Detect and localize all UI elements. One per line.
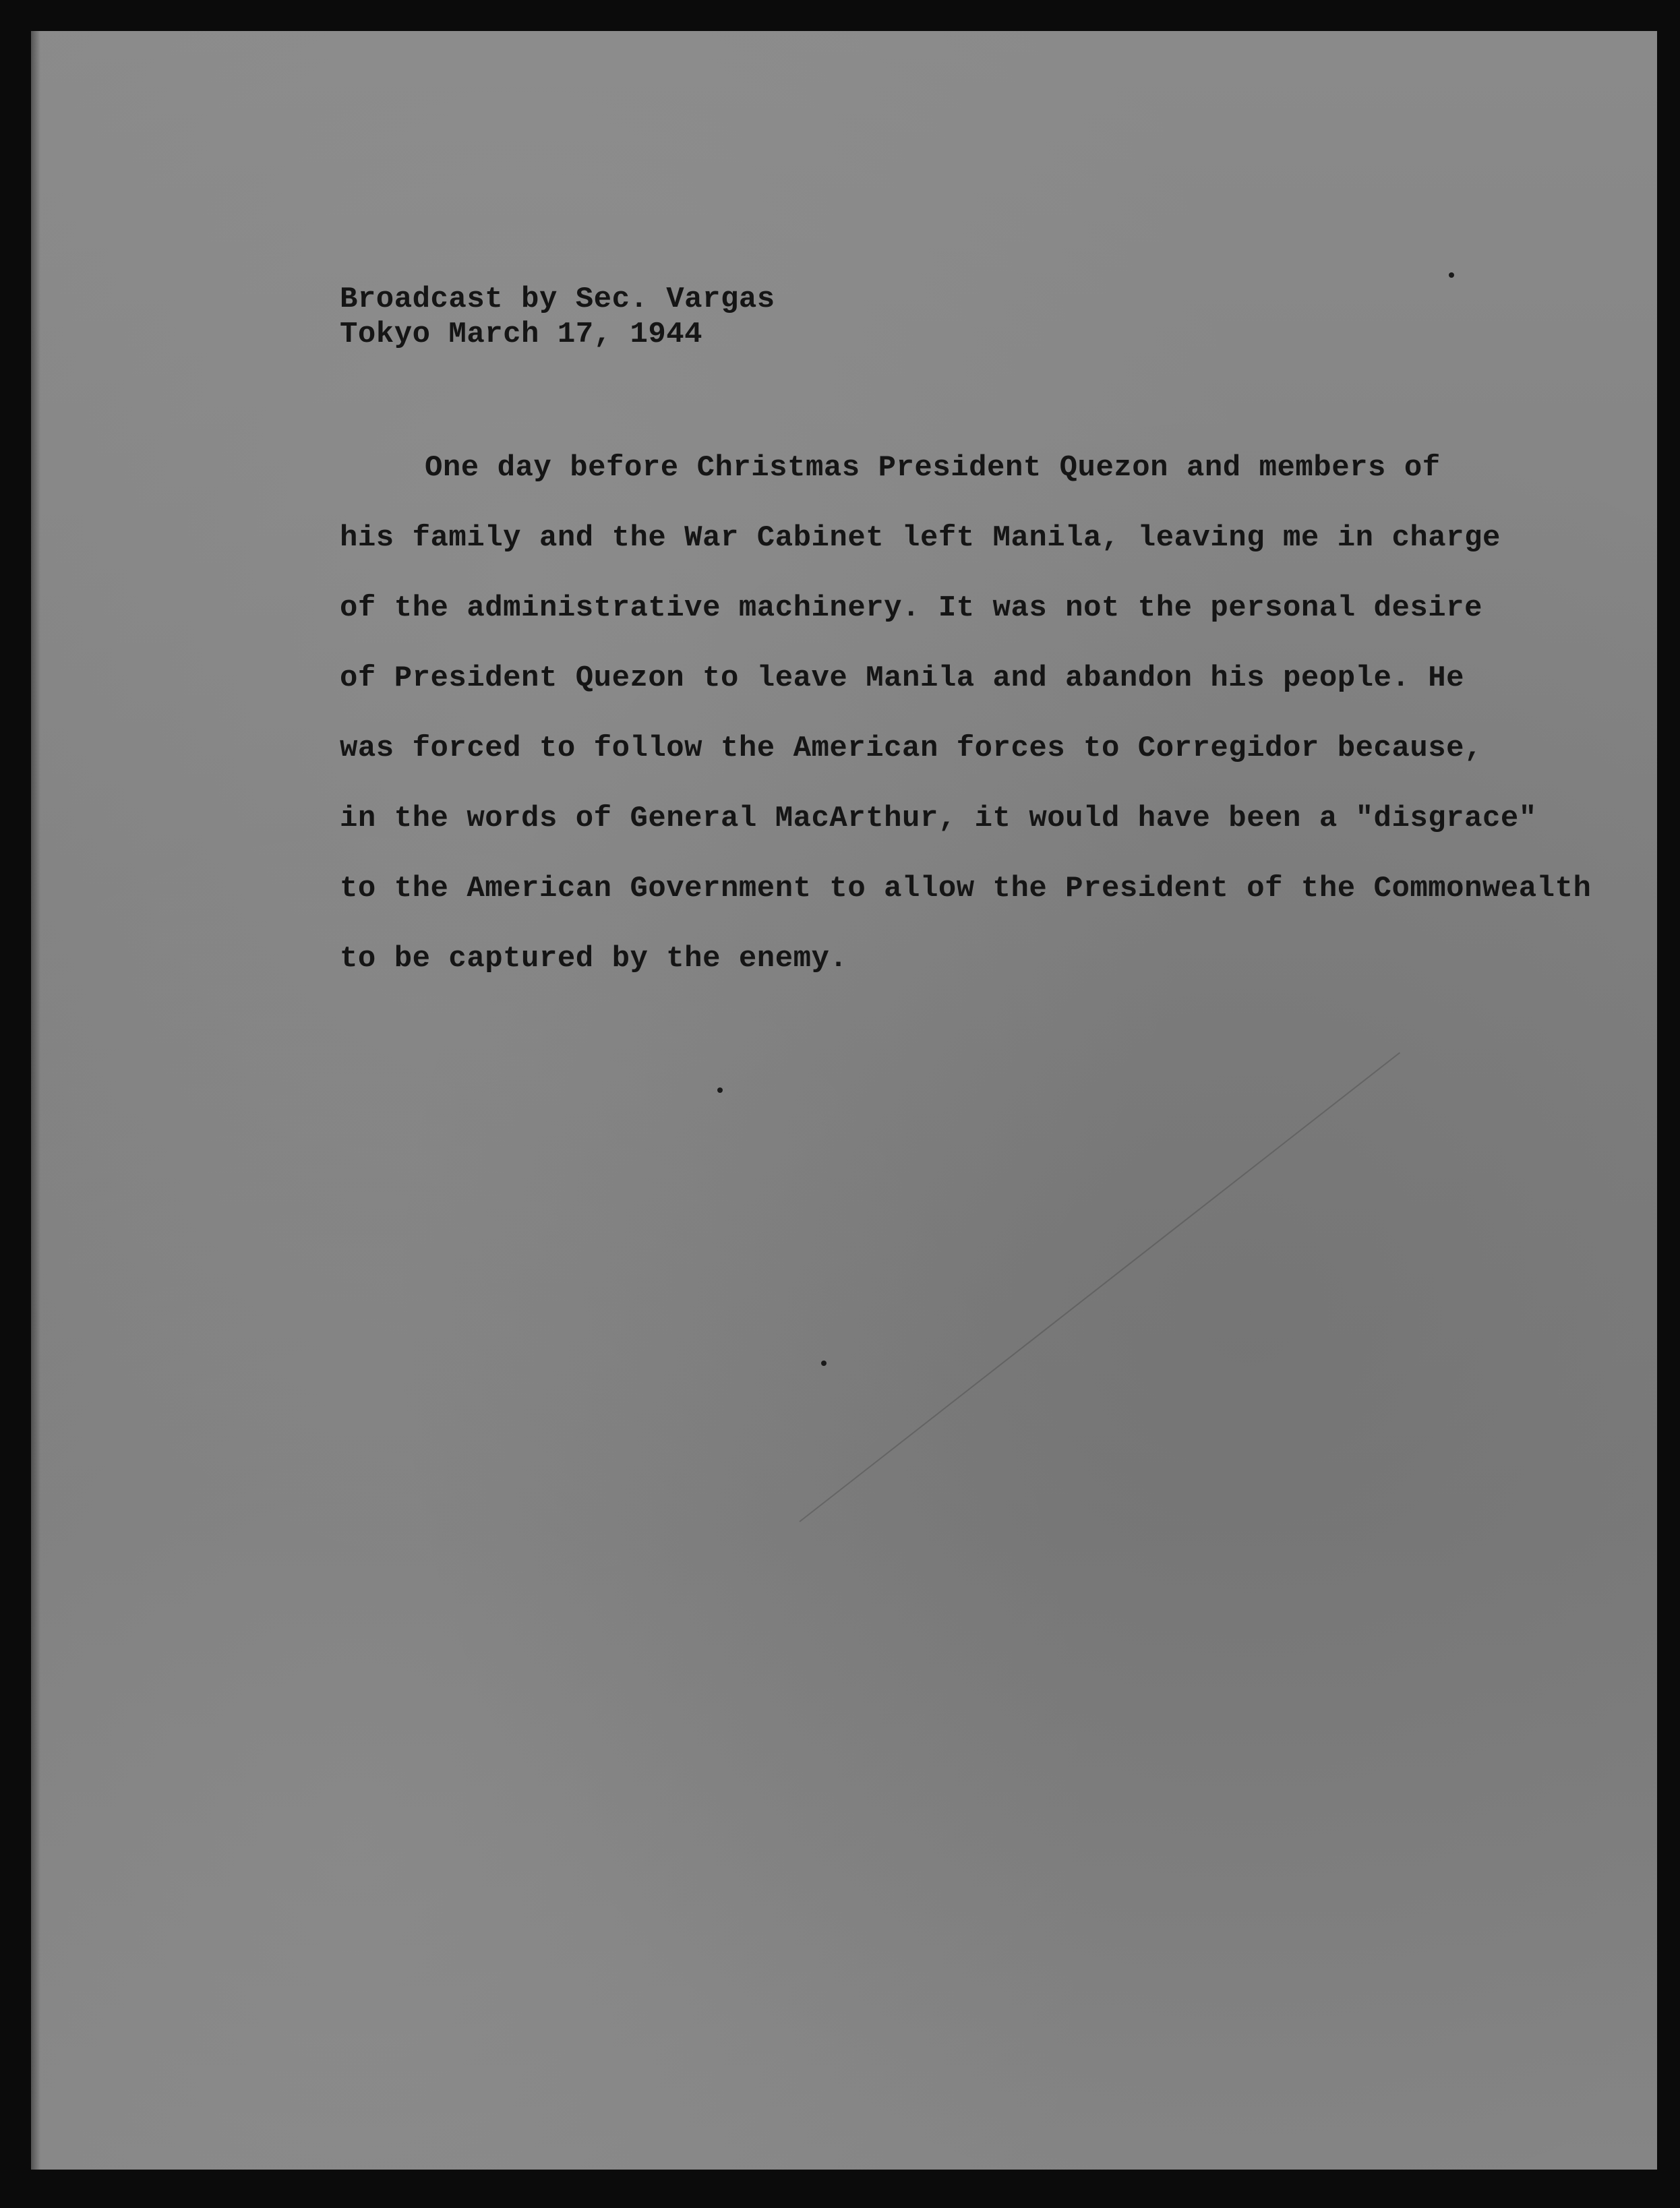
body-line: was forced to follow the American forces to Corregidor because, xyxy=(340,732,1482,765)
film-scratch xyxy=(799,1052,1400,1522)
body-line: his family and the War Cabinet left Manila, leaving me in charge xyxy=(340,521,1501,555)
heading-title: Broadcast by Sec. Vargas xyxy=(340,282,775,316)
document-heading xyxy=(340,282,1621,352)
body-line: in the words of General MacArthur, it would have been a "disgrace" xyxy=(340,802,1537,835)
body-line: to be captured by the enemy. xyxy=(340,942,848,976)
body-paragraph xyxy=(340,433,1621,994)
body-line: One day before Christmas President Quezon and members of xyxy=(425,451,1441,485)
body-line: of President Quezon to leave Manila and abandon his people. He xyxy=(340,661,1465,695)
dust-speck xyxy=(1449,272,1454,278)
paper-shadow-edge xyxy=(31,31,40,2170)
heading-place-date: Tokyo March 17, 1944 xyxy=(340,318,703,351)
body-line: of the administrative machinery. It was not the personal desire xyxy=(340,591,1482,625)
typed-page xyxy=(31,31,1657,2170)
dust-speck xyxy=(821,1361,827,1366)
dust-speck xyxy=(717,1087,723,1093)
typed-text-block xyxy=(340,282,1621,994)
body-line: to the American Government to allow the President of the Commonwealth xyxy=(340,872,1592,905)
